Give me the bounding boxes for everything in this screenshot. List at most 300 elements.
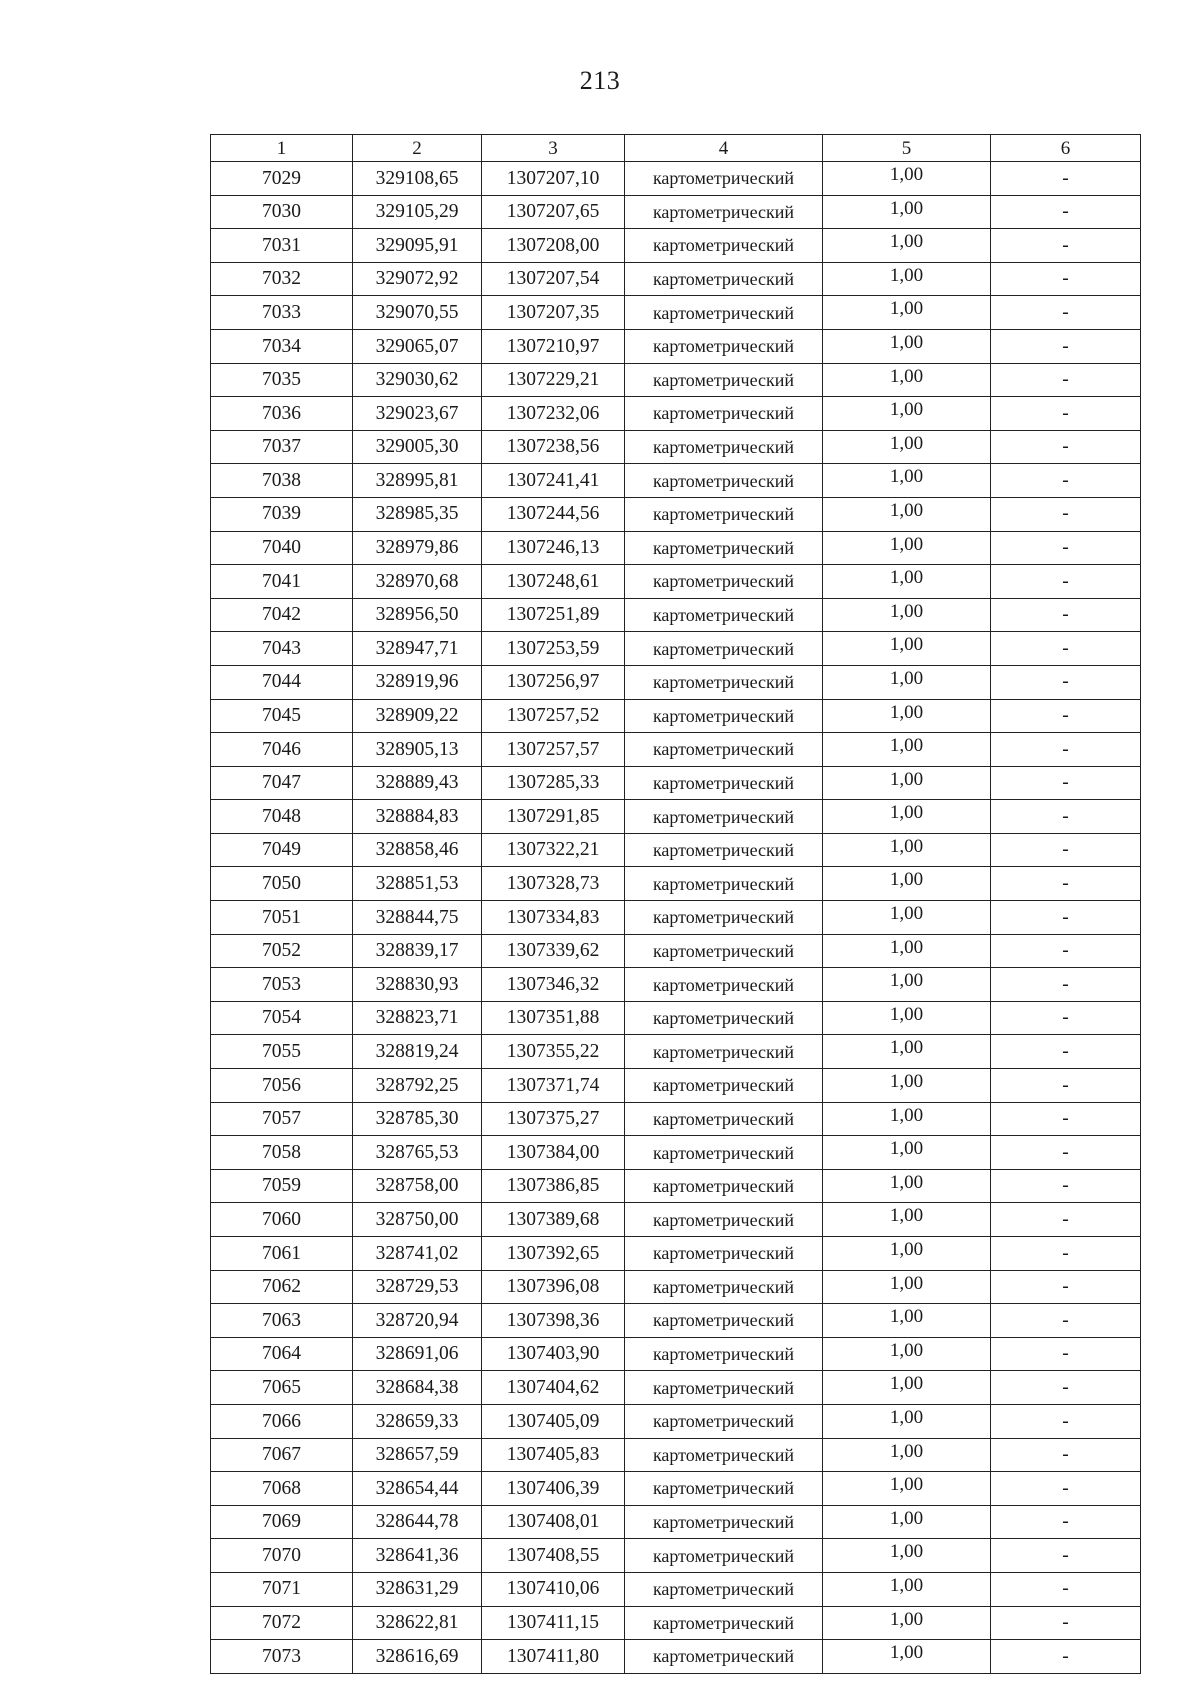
- accuracy-cell: 1,00: [823, 329, 991, 363]
- table-row: [211, 296, 1141, 330]
- accuracy-cell: 1,00: [823, 766, 991, 800]
- point-number-cell: 7030: [211, 195, 353, 229]
- method-cell: картометрический: [625, 1539, 823, 1573]
- y-coordinate-cell: 1307251,89: [482, 598, 625, 632]
- note-cell: -: [991, 1102, 1141, 1136]
- table-row: [211, 531, 1141, 565]
- x-coordinate-cell: 328884,83: [353, 800, 482, 834]
- y-coordinate-cell: 1307257,52: [482, 699, 625, 733]
- method-cell: картометрический: [625, 1572, 823, 1606]
- note-cell: -: [991, 329, 1141, 363]
- point-number-cell: 7046: [211, 733, 353, 767]
- column-header: 6: [991, 135, 1141, 162]
- y-coordinate-cell: 1307339,62: [482, 934, 625, 968]
- point-number-cell: 7050: [211, 867, 353, 901]
- accuracy-cell: 1,00: [823, 1203, 991, 1237]
- method-cell: картометрический: [625, 1270, 823, 1304]
- note-cell: -: [991, 1304, 1141, 1338]
- accuracy-cell: 1,00: [823, 195, 991, 229]
- note-cell: -: [991, 733, 1141, 767]
- table-row: [211, 968, 1141, 1002]
- table-row: [211, 1304, 1141, 1338]
- method-cell: картометрический: [625, 665, 823, 699]
- y-coordinate-cell: 1307210,97: [482, 329, 625, 363]
- table-row: [211, 229, 1141, 263]
- point-number-cell: 7052: [211, 934, 353, 968]
- point-number-cell: 7036: [211, 397, 353, 431]
- x-coordinate-cell: 328905,13: [353, 733, 482, 767]
- table-row: [211, 1606, 1141, 1640]
- y-coordinate-cell: 1307253,59: [482, 632, 625, 666]
- column-header: 1: [211, 135, 353, 162]
- method-cell: картометрический: [625, 598, 823, 632]
- accuracy-cell: 1,00: [823, 1102, 991, 1136]
- table-row: [211, 1404, 1141, 1438]
- accuracy-cell: 1,00: [823, 430, 991, 464]
- table-header: [211, 135, 1141, 162]
- y-coordinate-cell: 1307404,62: [482, 1371, 625, 1405]
- y-coordinate-cell: 1307246,13: [482, 531, 625, 565]
- point-number-cell: 7064: [211, 1337, 353, 1371]
- table-row: [211, 1069, 1141, 1103]
- method-cell: картометрический: [625, 901, 823, 935]
- x-coordinate-cell: 329105,29: [353, 195, 482, 229]
- x-coordinate-cell: 328631,29: [353, 1572, 482, 1606]
- y-coordinate-cell: 1307351,88: [482, 1001, 625, 1035]
- x-coordinate-cell: 328785,30: [353, 1102, 482, 1136]
- x-coordinate-cell: 328970,68: [353, 565, 482, 599]
- accuracy-cell: 1,00: [823, 598, 991, 632]
- note-cell: -: [991, 296, 1141, 330]
- table-row: [211, 1472, 1141, 1506]
- x-coordinate-cell: 328691,06: [353, 1337, 482, 1371]
- table-row: [211, 699, 1141, 733]
- method-cell: картометрический: [625, 1404, 823, 1438]
- accuracy-cell: 1,00: [823, 1304, 991, 1338]
- y-coordinate-cell: 1307410,06: [482, 1572, 625, 1606]
- note-cell: -: [991, 833, 1141, 867]
- note-cell: -: [991, 1371, 1141, 1405]
- method-cell: картометрический: [625, 430, 823, 464]
- method-cell: картометрический: [625, 531, 823, 565]
- note-cell: -: [991, 1404, 1141, 1438]
- point-number-cell: 7068: [211, 1472, 353, 1506]
- point-number-cell: 7061: [211, 1237, 353, 1271]
- y-coordinate-cell: 1307408,01: [482, 1505, 625, 1539]
- accuracy-cell: 1,00: [823, 1572, 991, 1606]
- x-coordinate-cell: 328956,50: [353, 598, 482, 632]
- table-row: [211, 464, 1141, 498]
- accuracy-cell: 1,00: [823, 665, 991, 699]
- table-row: [211, 1203, 1141, 1237]
- point-number-cell: 7070: [211, 1539, 353, 1573]
- method-cell: картометрический: [625, 968, 823, 1002]
- method-cell: картометрический: [625, 329, 823, 363]
- y-coordinate-cell: 1307405,83: [482, 1438, 625, 1472]
- y-coordinate-cell: 1307389,68: [482, 1203, 625, 1237]
- accuracy-cell: 1,00: [823, 1371, 991, 1405]
- method-cell: картометрический: [625, 1136, 823, 1170]
- y-coordinate-cell: 1307232,06: [482, 397, 625, 431]
- x-coordinate-cell: 329005,30: [353, 430, 482, 464]
- note-cell: -: [991, 1472, 1141, 1506]
- y-coordinate-cell: 1307406,39: [482, 1472, 625, 1506]
- method-cell: картометрический: [625, 1337, 823, 1371]
- note-cell: -: [991, 497, 1141, 531]
- y-coordinate-cell: 1307355,22: [482, 1035, 625, 1069]
- x-coordinate-cell: 329023,67: [353, 397, 482, 431]
- point-number-cell: 7059: [211, 1169, 353, 1203]
- note-cell: -: [991, 531, 1141, 565]
- method-cell: картометрический: [625, 1438, 823, 1472]
- y-coordinate-cell: 1307403,90: [482, 1337, 625, 1371]
- point-number-cell: 7060: [211, 1203, 353, 1237]
- point-number-cell: 7073: [211, 1640, 353, 1674]
- table-row: [211, 665, 1141, 699]
- header-row: [211, 135, 1141, 162]
- note-cell: -: [991, 1035, 1141, 1069]
- method-cell: картометрический: [625, 195, 823, 229]
- method-cell: картометрический: [625, 1505, 823, 1539]
- column-header: 5: [823, 135, 991, 162]
- x-coordinate-cell: 328758,00: [353, 1169, 482, 1203]
- method-cell: картометрический: [625, 1237, 823, 1271]
- accuracy-cell: 1,00: [823, 1001, 991, 1035]
- method-cell: картометрический: [625, 867, 823, 901]
- method-cell: картометрический: [625, 1371, 823, 1405]
- note-cell: -: [991, 665, 1141, 699]
- point-number-cell: 7047: [211, 766, 353, 800]
- x-coordinate-cell: 329108,65: [353, 162, 482, 196]
- x-coordinate-cell: 329030,62: [353, 363, 482, 397]
- note-cell: -: [991, 934, 1141, 968]
- accuracy-cell: 1,00: [823, 497, 991, 531]
- x-coordinate-cell: 328659,33: [353, 1404, 482, 1438]
- x-coordinate-cell: 328979,86: [353, 531, 482, 565]
- y-coordinate-cell: 1307285,33: [482, 766, 625, 800]
- x-coordinate-cell: 328616,69: [353, 1640, 482, 1674]
- method-cell: картометрический: [625, 1203, 823, 1237]
- note-cell: -: [991, 867, 1141, 901]
- y-coordinate-cell: 1307322,21: [482, 833, 625, 867]
- table-row: [211, 1169, 1141, 1203]
- table-row: [211, 598, 1141, 632]
- accuracy-cell: 1,00: [823, 1472, 991, 1506]
- point-number-cell: 7048: [211, 800, 353, 834]
- y-coordinate-cell: 1307405,09: [482, 1404, 625, 1438]
- point-number-cell: 7053: [211, 968, 353, 1002]
- y-coordinate-cell: 1307291,85: [482, 800, 625, 834]
- note-cell: -: [991, 632, 1141, 666]
- note-cell: -: [991, 397, 1141, 431]
- accuracy-cell: 1,00: [823, 296, 991, 330]
- y-coordinate-cell: 1307207,10: [482, 162, 625, 196]
- method-cell: картометрический: [625, 833, 823, 867]
- point-number-cell: 7043: [211, 632, 353, 666]
- table-row: [211, 162, 1141, 196]
- table-row: [211, 800, 1141, 834]
- table-row: [211, 262, 1141, 296]
- x-coordinate-cell: 328985,35: [353, 497, 482, 531]
- note-cell: -: [991, 766, 1141, 800]
- table-row: [211, 363, 1141, 397]
- table-body: [211, 162, 1141, 1674]
- point-number-cell: 7044: [211, 665, 353, 699]
- note-cell: -: [991, 1169, 1141, 1203]
- point-number-cell: 7032: [211, 262, 353, 296]
- note-cell: -: [991, 1136, 1141, 1170]
- y-coordinate-cell: 1307346,32: [482, 968, 625, 1002]
- x-coordinate-cell: 328995,81: [353, 464, 482, 498]
- column-header: 2: [353, 135, 482, 162]
- x-coordinate-cell: 328750,00: [353, 1203, 482, 1237]
- x-coordinate-cell: 328741,02: [353, 1237, 482, 1271]
- method-cell: картометрический: [625, 1102, 823, 1136]
- note-cell: -: [991, 1438, 1141, 1472]
- table-row: [211, 632, 1141, 666]
- y-coordinate-cell: 1307244,56: [482, 497, 625, 531]
- table-row: [211, 1640, 1141, 1674]
- x-coordinate-cell: 328889,43: [353, 766, 482, 800]
- method-cell: картометрический: [625, 1606, 823, 1640]
- y-coordinate-cell: 1307241,41: [482, 464, 625, 498]
- accuracy-cell: 1,00: [823, 733, 991, 767]
- table-row: [211, 1237, 1141, 1271]
- method-cell: картометрический: [625, 1169, 823, 1203]
- table-row: [211, 497, 1141, 531]
- x-coordinate-cell: 328644,78: [353, 1505, 482, 1539]
- method-cell: картометрический: [625, 800, 823, 834]
- y-coordinate-cell: 1307371,74: [482, 1069, 625, 1103]
- point-number-cell: 7065: [211, 1371, 353, 1405]
- x-coordinate-cell: 328819,24: [353, 1035, 482, 1069]
- point-number-cell: 7045: [211, 699, 353, 733]
- point-number-cell: 7056: [211, 1069, 353, 1103]
- note-cell: -: [991, 1237, 1141, 1271]
- note-cell: -: [991, 464, 1141, 498]
- point-number-cell: 7049: [211, 833, 353, 867]
- point-number-cell: 7051: [211, 901, 353, 935]
- accuracy-cell: 1,00: [823, 262, 991, 296]
- accuracy-cell: 1,00: [823, 1337, 991, 1371]
- table-row: [211, 1001, 1141, 1035]
- table-row: [211, 1102, 1141, 1136]
- note-cell: -: [991, 1069, 1141, 1103]
- x-coordinate-cell: 329095,91: [353, 229, 482, 263]
- accuracy-cell: 1,00: [823, 1136, 991, 1170]
- y-coordinate-cell: 1307334,83: [482, 901, 625, 935]
- note-cell: -: [991, 262, 1141, 296]
- x-coordinate-cell: 329065,07: [353, 329, 482, 363]
- point-number-cell: 7066: [211, 1404, 353, 1438]
- note-cell: -: [991, 1203, 1141, 1237]
- x-coordinate-cell: 328657,59: [353, 1438, 482, 1472]
- point-number-cell: 7035: [211, 363, 353, 397]
- accuracy-cell: 1,00: [823, 968, 991, 1002]
- y-coordinate-cell: 1307386,85: [482, 1169, 625, 1203]
- y-coordinate-cell: 1307207,54: [482, 262, 625, 296]
- y-coordinate-cell: 1307207,35: [482, 296, 625, 330]
- y-coordinate-cell: 1307384,00: [482, 1136, 625, 1170]
- x-coordinate-cell: 328720,94: [353, 1304, 482, 1338]
- accuracy-cell: 1,00: [823, 1069, 991, 1103]
- note-cell: -: [991, 363, 1141, 397]
- y-coordinate-cell: 1307248,61: [482, 565, 625, 599]
- accuracy-cell: 1,00: [823, 699, 991, 733]
- y-coordinate-cell: 1307257,57: [482, 733, 625, 767]
- point-number-cell: 7040: [211, 531, 353, 565]
- point-number-cell: 7037: [211, 430, 353, 464]
- point-number-cell: 7071: [211, 1572, 353, 1606]
- y-coordinate-cell: 1307396,08: [482, 1270, 625, 1304]
- accuracy-cell: 1,00: [823, 901, 991, 935]
- table-row: [211, 934, 1141, 968]
- method-cell: картометрический: [625, 296, 823, 330]
- method-cell: картометрический: [625, 1304, 823, 1338]
- accuracy-cell: 1,00: [823, 1505, 991, 1539]
- x-coordinate-cell: 328858,46: [353, 833, 482, 867]
- table-row: [211, 901, 1141, 935]
- x-coordinate-cell: 328792,25: [353, 1069, 482, 1103]
- point-number-cell: 7039: [211, 497, 353, 531]
- point-number-cell: 7054: [211, 1001, 353, 1035]
- point-number-cell: 7069: [211, 1505, 353, 1539]
- table-row: [211, 1136, 1141, 1170]
- table-row: [211, 1539, 1141, 1573]
- note-cell: -: [991, 800, 1141, 834]
- method-cell: картометрический: [625, 1472, 823, 1506]
- x-coordinate-cell: 328909,22: [353, 699, 482, 733]
- x-coordinate-cell: 329072,92: [353, 262, 482, 296]
- page-number: 213: [579, 66, 621, 95]
- accuracy-cell: 1,00: [823, 1606, 991, 1640]
- table-row: [211, 329, 1141, 363]
- accuracy-cell: 1,00: [823, 632, 991, 666]
- accuracy-cell: 1,00: [823, 397, 991, 431]
- x-coordinate-cell: 328844,75: [353, 901, 482, 935]
- accuracy-cell: 1,00: [823, 1237, 991, 1271]
- table-row: [211, 397, 1141, 431]
- method-cell: картометрический: [625, 934, 823, 968]
- note-cell: -: [991, 1001, 1141, 1035]
- x-coordinate-cell: 328765,53: [353, 1136, 482, 1170]
- note-cell: -: [991, 162, 1141, 196]
- table-row: [211, 430, 1141, 464]
- note-cell: -: [991, 1337, 1141, 1371]
- accuracy-cell: 1,00: [823, 934, 991, 968]
- method-cell: картометрический: [625, 397, 823, 431]
- table-row: [211, 195, 1141, 229]
- y-coordinate-cell: 1307238,56: [482, 430, 625, 464]
- table-row: [211, 1438, 1141, 1472]
- note-cell: -: [991, 1572, 1141, 1606]
- method-cell: картометрический: [625, 229, 823, 263]
- note-cell: -: [991, 565, 1141, 599]
- point-number-cell: 7033: [211, 296, 353, 330]
- accuracy-cell: 1,00: [823, 565, 991, 599]
- table-row: [211, 833, 1141, 867]
- table-row: [211, 733, 1141, 767]
- point-number-cell: 7058: [211, 1136, 353, 1170]
- note-cell: -: [991, 1270, 1141, 1304]
- y-coordinate-cell: 1307207,65: [482, 195, 625, 229]
- table-row: [211, 1371, 1141, 1405]
- method-cell: картометрический: [625, 363, 823, 397]
- point-number-cell: 7063: [211, 1304, 353, 1338]
- point-number-cell: 7067: [211, 1438, 353, 1472]
- accuracy-cell: 1,00: [823, 1169, 991, 1203]
- accuracy-cell: 1,00: [823, 363, 991, 397]
- method-cell: картометрический: [625, 1001, 823, 1035]
- table-row: [211, 1035, 1141, 1069]
- x-coordinate-cell: 328641,36: [353, 1539, 482, 1573]
- y-coordinate-cell: 1307328,73: [482, 867, 625, 901]
- x-coordinate-cell: 328919,96: [353, 665, 482, 699]
- point-number-cell: 7031: [211, 229, 353, 263]
- table-row: [211, 1337, 1141, 1371]
- method-cell: картометрический: [625, 262, 823, 296]
- method-cell: картометрический: [625, 632, 823, 666]
- accuracy-cell: 1,00: [823, 162, 991, 196]
- note-cell: -: [991, 229, 1141, 263]
- y-coordinate-cell: 1307398,36: [482, 1304, 625, 1338]
- y-coordinate-cell: 1307375,27: [482, 1102, 625, 1136]
- accuracy-cell: 1,00: [823, 531, 991, 565]
- point-number-cell: 7055: [211, 1035, 353, 1069]
- note-cell: -: [991, 1640, 1141, 1674]
- note-cell: -: [991, 1606, 1141, 1640]
- table-row: [211, 1572, 1141, 1606]
- table-row: [211, 1270, 1141, 1304]
- method-cell: картометрический: [625, 699, 823, 733]
- accuracy-cell: 1,00: [823, 1404, 991, 1438]
- y-coordinate-cell: 1307229,21: [482, 363, 625, 397]
- coordinates-table: [210, 134, 1141, 1674]
- method-cell: картометрический: [625, 766, 823, 800]
- accuracy-cell: 1,00: [823, 867, 991, 901]
- y-coordinate-cell: 1307411,15: [482, 1606, 625, 1640]
- point-number-cell: 7038: [211, 464, 353, 498]
- column-header: 3: [482, 135, 625, 162]
- point-number-cell: 7041: [211, 565, 353, 599]
- y-coordinate-cell: 1307256,97: [482, 665, 625, 699]
- y-coordinate-cell: 1307392,65: [482, 1237, 625, 1271]
- method-cell: картометрический: [625, 1035, 823, 1069]
- x-coordinate-cell: 328851,53: [353, 867, 482, 901]
- method-cell: картометрический: [625, 733, 823, 767]
- point-number-cell: 7072: [211, 1606, 353, 1640]
- point-number-cell: 7029: [211, 162, 353, 196]
- accuracy-cell: 1,00: [823, 800, 991, 834]
- x-coordinate-cell: 328654,44: [353, 1472, 482, 1506]
- note-cell: -: [991, 968, 1141, 1002]
- column-header: 4: [625, 135, 823, 162]
- note-cell: -: [991, 598, 1141, 632]
- point-number-cell: 7042: [211, 598, 353, 632]
- note-cell: -: [991, 430, 1141, 464]
- table-row: [211, 766, 1141, 800]
- note-cell: -: [991, 1539, 1141, 1573]
- table-row: [211, 565, 1141, 599]
- note-cell: -: [991, 699, 1141, 733]
- method-cell: картометрический: [625, 497, 823, 531]
- accuracy-cell: 1,00: [823, 1640, 991, 1674]
- y-coordinate-cell: 1307208,00: [482, 229, 625, 263]
- x-coordinate-cell: 329070,55: [353, 296, 482, 330]
- note-cell: -: [991, 1505, 1141, 1539]
- x-coordinate-cell: 328684,38: [353, 1371, 482, 1405]
- point-number-cell: 7057: [211, 1102, 353, 1136]
